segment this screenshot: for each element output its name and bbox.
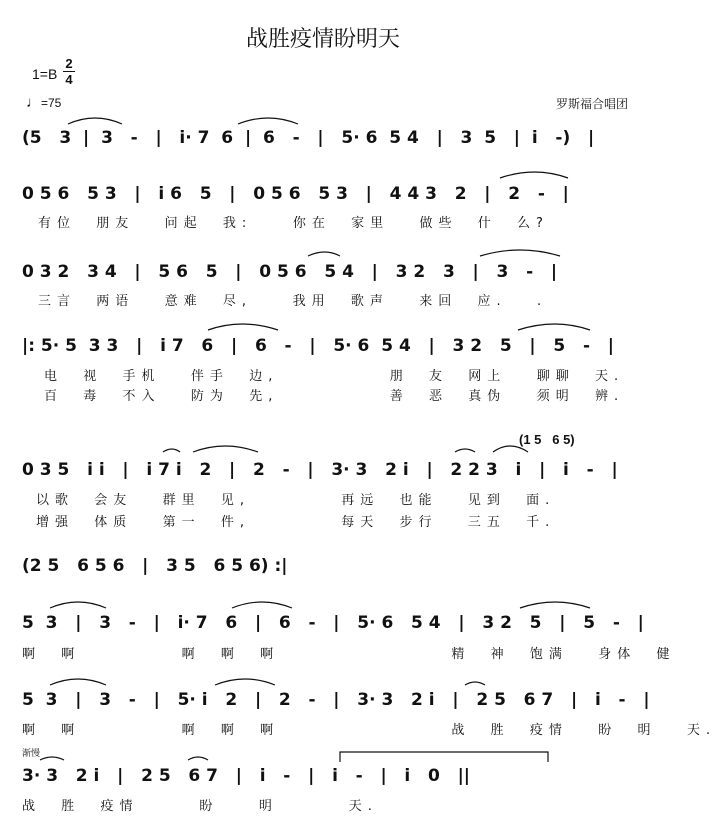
score-title: 战胜疫情盼明天 [245,27,400,52]
melody-row-8: 3· 3 2 i | 2 5 6 7 | i - | i - | i 0 || [22,766,471,786]
melody-row-6: 5 3 | 3 - | i· 7 6 | 6 - | 5· 6 5 4 | 3 2 5 | 5 - | [22,613,644,633]
melody-row-2: 0 3 2 3 4 | 5 6 5 | 0 5 6 5 4 | 3 2 3 | 3 - | [22,262,558,282]
melody-row-3: |: 5· 5 3 3 | i 7 6 | 6 - | 5· 6 5 4 | 3 2 5 | 5 - | [22,336,614,356]
tempo-value: =75 [41,96,62,110]
lyrics-row-6-verse-1: 啊 啊 啊 啊 啊 精 神 饱满 身体 健 [22,647,676,662]
lyrics-row-4-verse-1: 以歌 会友 群里 见, 再远 也能 见到 面. [36,493,556,508]
performer-credit: 罗斯福合唱团 [555,97,628,111]
lyrics-row-3-verse-2: 百 毒 不入 防为 先, 善 恶 真伪 须明 辨. [44,389,625,404]
lyrics-row-1-verse-1: 有位 朋友 问起 我: 你在 家里 做些 什 么? [38,216,549,231]
melody-row-7: 5 3 | 3 - | 5· i 2 | 2 - | 3· 3 2 i | 2 5 6 7 | i - | [22,690,650,710]
tempo-marking [26,94,61,111]
time-signature-top: 2 [63,56,75,72]
melody-row-0: (5 3 | 3 - | i· 7 6 | 6 - | 5· 6 5 4 | 3 5 | i -) | [22,128,595,148]
melody-row-4: 0 3 5 i i | i 7 i 2 | 2 - | 3· 3 2 i | 2 2 3 i | i - | [22,460,618,480]
lyrics-row-4-verse-2: 增强 体质 第一 件, 每天 步行 三五 千. [36,515,556,530]
lyrics-row-2-verse-1: 三言 两语 意难 尽, 我用 歌声 来回 应. . [38,294,548,309]
melody-row-1: 0 5 6 5 3 | i 6 5 | 0 5 6 5 3 | 4 4 3 2 | 2 - | [22,184,569,204]
rit-mark: 渐慢 [22,748,41,758]
melody-row-5: (2 5 6 5 6 | 3 5 6 5 6) :| [22,556,288,576]
lyrics-row-8-verse-1: 战 胜 疫情 盼 明 天. [22,799,378,814]
annotation-row-4: (1 5 6 5) [519,432,575,447]
time-signature-bottom: 4 [65,72,73,87]
lyrics-row-7-verse-1: 啊 啊 啊 啊 啊 战 胜 疫情 盼 明 天. [22,723,716,738]
key-signature: 1=B [32,66,58,82]
time-signature [63,56,75,87]
quarter-note-icon: ♩ [26,94,41,111]
lyrics-row-3-verse-1: 电 视 手机 伴手 边, 朋 友 网上 聊聊 天. [44,369,625,384]
